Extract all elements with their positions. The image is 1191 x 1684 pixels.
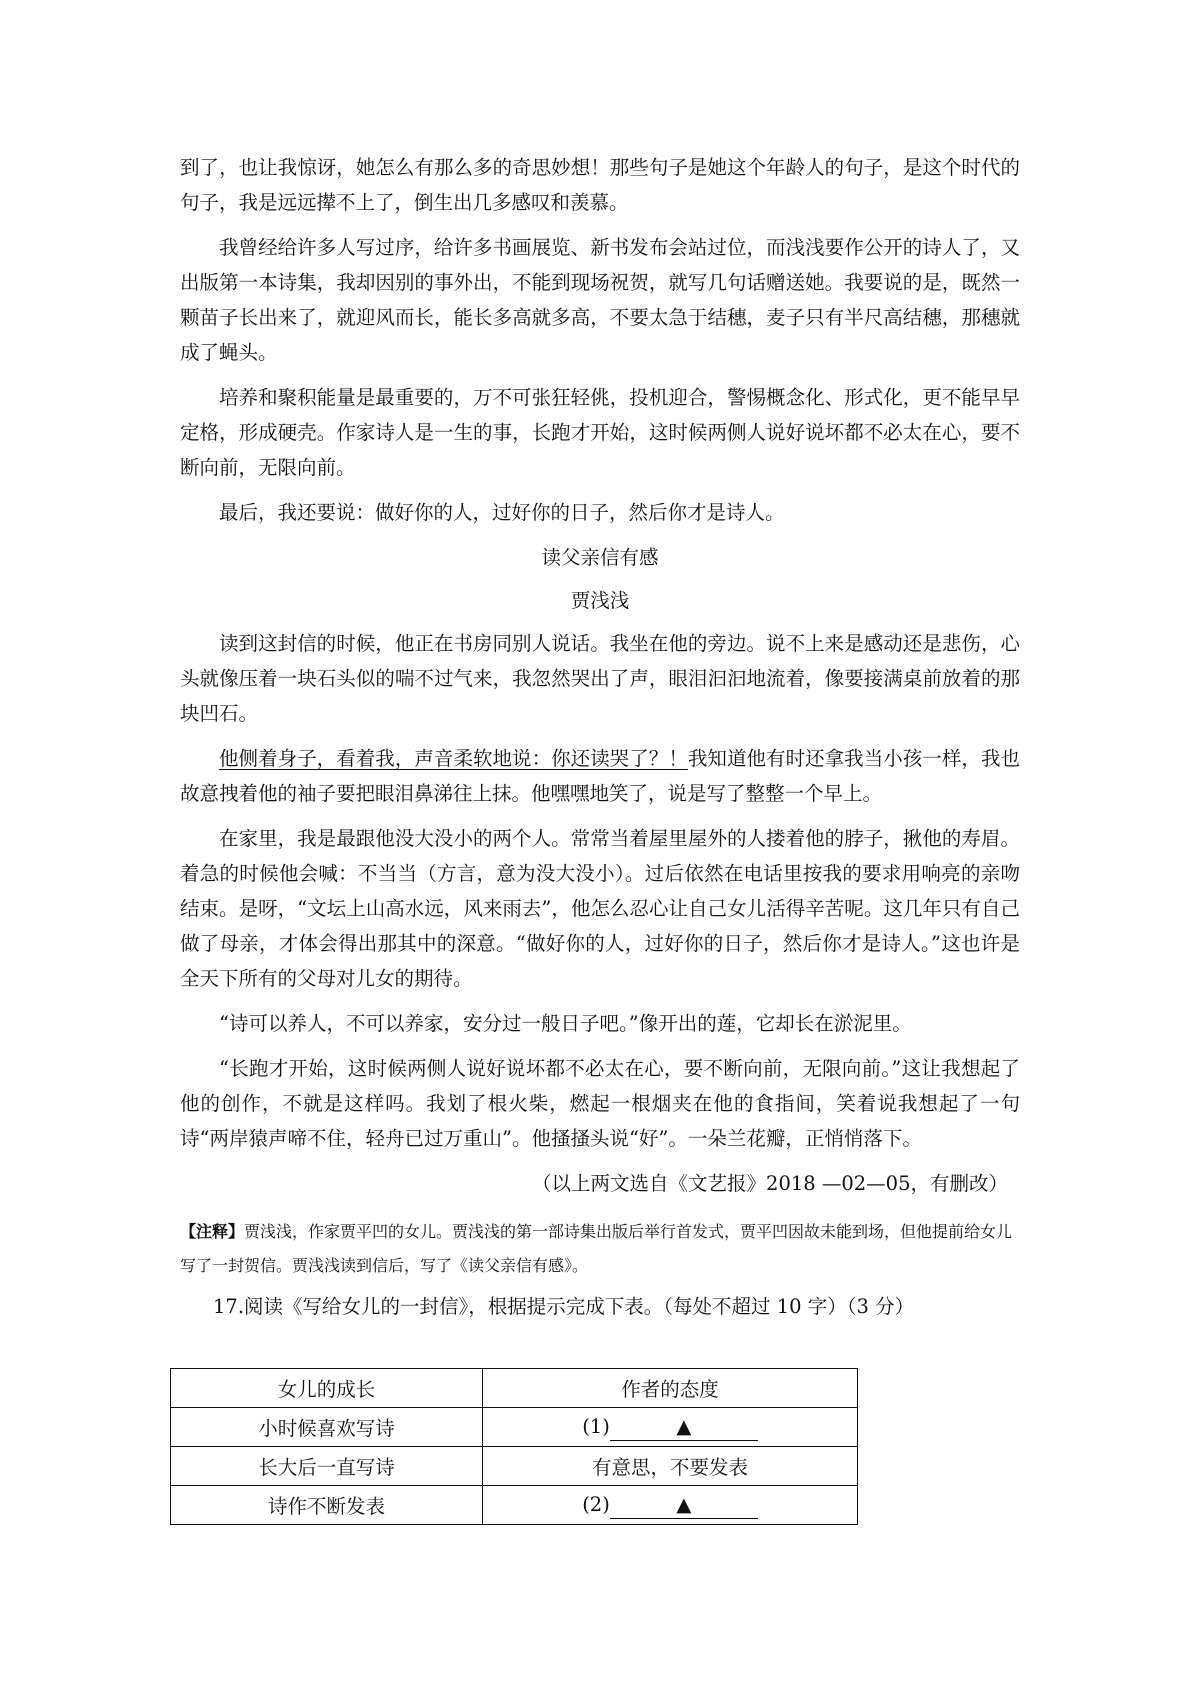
paragraph: “长跑才开始，这时候两侧人说好说坏都不必太在心，要不断向前，无限向前。”这让我想起了他的创作，不就是这样吗。我划了根火柴，燃起一根烟夹在他的食指间，笑着说我想起了一句诗“两岸猿声啼不住，轻舟已过万重山”。他搔搔头说“好”。一朵兰花瓣，正悄悄落下。 xyxy=(180,1057,1020,1150)
attitude-cell[interactable] xyxy=(483,1408,858,1447)
paragraph: “诗可以养人，不可以养家，安分过一般日子吧。”像开出的莲，它却长在淤泥里。 xyxy=(219,1012,912,1035)
underlined-sentence: 他侧着身子，看着我，声音柔软地说：你还读哭了？！ xyxy=(219,747,688,770)
growth-cell: 小时候喜欢写诗 xyxy=(171,1408,483,1447)
table-header-row xyxy=(171,1369,858,1408)
paragraph-rest: 我知道他有时还拿我当小孩一样，我也故意拽着他的袖子要把眼泪鼻涕往上抹。他嘿嘿地笑了，说是写了整整一个早上。 xyxy=(180,747,1020,805)
triangle-icon: ▲ xyxy=(610,1492,758,1519)
document-body xyxy=(180,150,1020,1323)
question-17: 17.阅读《写给女儿的一封信》，根据提示完成下表。（每处不超过 10 字）（3 分） xyxy=(213,1295,915,1318)
annotation-text: 贾浅浅，作家贾平凹的女儿。贾浅浅的第一部诗集出版后举行首发式，贾平凹因故未能到场，但他提前给女儿写了一封贺信。贾浅浅读到信后，写了《读父亲信有感》。 xyxy=(180,1222,1013,1275)
table-row xyxy=(171,1486,858,1525)
blank-label: (2) xyxy=(582,1492,610,1516)
paragraph: 到了，也让我惊讶，她怎么有那么多的奇思妙想！那些句子是她这个年龄人的句子，是这个时代的句子，我是远远撵不上了，倒生出几多感叹和羡慕。 xyxy=(180,156,1020,214)
paragraph: 最后，我还要说：做好你的人，过好你的日子，然后你才是诗人。 xyxy=(219,501,785,524)
paragraph: 在家里，我是最跟他没大没小的两个人。常常当着屋里屋外的人搂着他的脖子，揪他的寿眉。着急的时候他会喊：不当当（方言，意为没大没小）。过后依然在电话里按我的要求用响亮的亲吻结束。是呀，“文坛上山高水远，风来雨去”，他怎么忍心让自己女儿活得辛苦呢。这几年只有自己做了母亲，才体会得出那其中的深意。“做好你的人，过好你的日子，然后你才是诗人。”这也许是全天下所有的父母对儿女的期待。 xyxy=(180,827,1020,990)
growth-cell: 诗作不断发表 xyxy=(171,1486,483,1525)
annotation xyxy=(180,1215,1020,1283)
annotation-tag: 【注释】 xyxy=(180,1222,245,1241)
paragraph: 读到这封信的时候，他正在书房同别人说话。我坐在他的旁边。说不上来是感动还是悲伤，心头就像压着一块石头似的喘不过气来，我忽然哭出了声，眼泪汩汩地流着，像要接满桌前放着的那块凹石。 xyxy=(180,632,1020,725)
answer-blank-1[interactable] xyxy=(582,1414,758,1441)
essay-title: 读父亲信有感 xyxy=(541,546,659,569)
blank-label: (1) xyxy=(582,1414,610,1438)
table-row xyxy=(171,1447,858,1486)
answer-table xyxy=(170,1368,858,1525)
attitude-cell: 有意思，不要发表 xyxy=(483,1447,858,1486)
answer-blank-2[interactable] xyxy=(582,1492,758,1519)
paragraph-with-underline xyxy=(180,741,1020,811)
growth-cell: 长大后一直写诗 xyxy=(171,1447,483,1486)
paragraph: 我曾经给许多人写过序，给许多书画展览、新书发布会站过位，而浅浅要作公开的诗人了，又出版第一本诗集，我却因别的事外出，不能到现场祝贺，就写几句话赠送她。我要说的是，既然一颗苗子长出来了，就迎风而长，能长多高就多高，不要太急于结穗，麦子只有半尺高结穗，那穗就成了蝇头。 xyxy=(180,236,1020,364)
paragraph: 培养和聚积能量是最重要的，万不可张狂轻佻，投机迎合，警惕概念化、形式化，更不能早早定格，形成硬壳。作家诗人是一生的事，长跑才开始，这时候两侧人说好说坏都不必太在心，要不断向前，无限向前。 xyxy=(180,386,1020,479)
attitude-cell[interactable] xyxy=(483,1486,858,1525)
source-note: （以上两文选自《文艺报》2018 —02—05，有删改） xyxy=(532,1172,1008,1195)
table-header-cell: 作者的态度 xyxy=(483,1369,858,1408)
table-header-cell: 女儿的成长 xyxy=(171,1369,483,1408)
essay-author: 贾浅浅 xyxy=(570,589,630,612)
table-row xyxy=(171,1408,858,1447)
triangle-icon: ▲ xyxy=(610,1414,758,1441)
